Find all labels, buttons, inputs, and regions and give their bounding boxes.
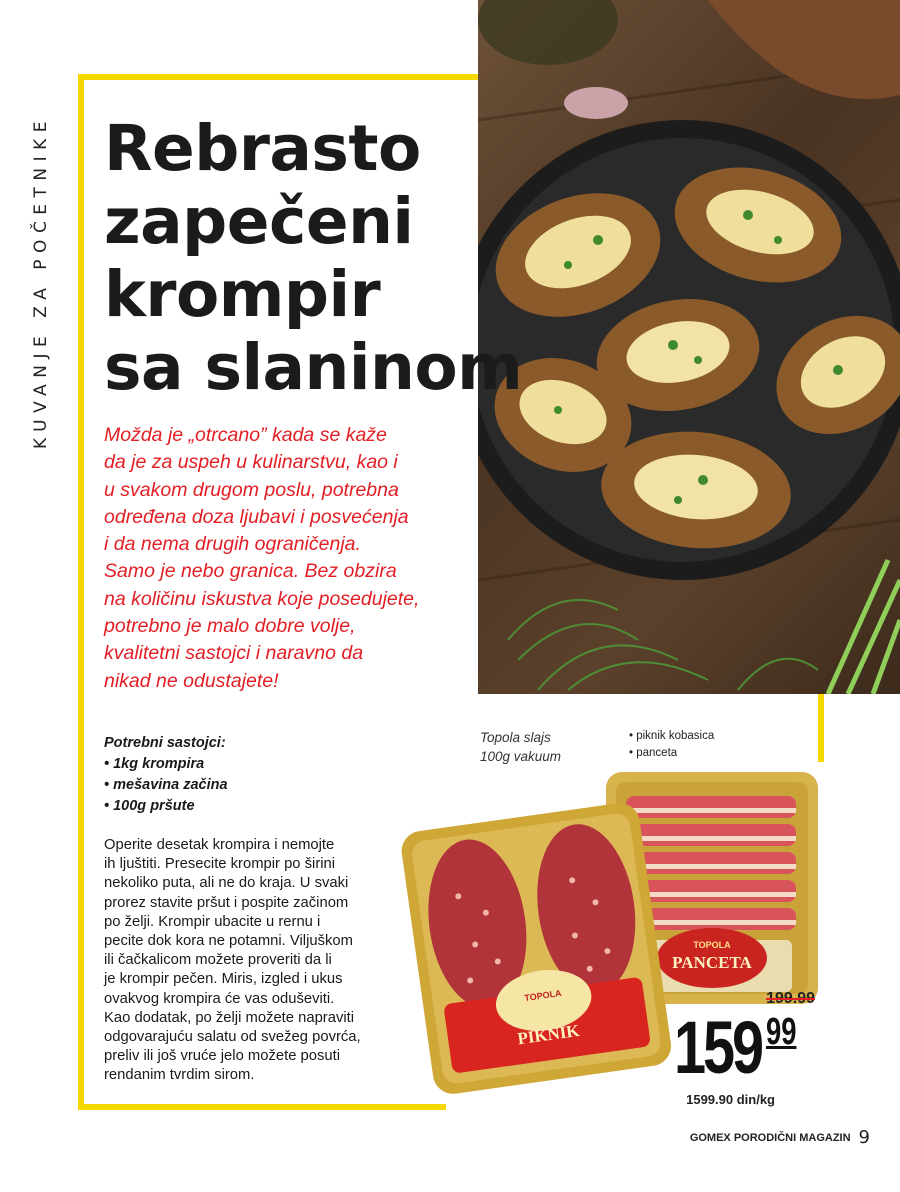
unit-price: 1599.90 din/kg	[686, 1092, 775, 1107]
product1-label-line: Topola slajs	[480, 730, 551, 745]
product1-label	[480, 728, 600, 766]
intro-line: potrebno je malo dobre volje,	[104, 615, 356, 638]
frame-line-right	[818, 690, 824, 762]
intro-line: Samo je nebo granica. Bez obzira	[104, 560, 397, 583]
instructions-line: nekoliko puta, ali ne do kraja. U svaki	[104, 875, 349, 892]
product2-list-item: • piknik kobasica	[629, 728, 769, 745]
title-line: sa slaninom	[104, 331, 523, 404]
instructions-line: odgovarajuću salatu od svežeg povrća,	[104, 1029, 361, 1046]
old-price: 199.99	[766, 990, 815, 1007]
frame-line-left	[78, 74, 84, 1110]
ingredients-list	[104, 754, 384, 817]
instructions-line: preliv ili još vruće jelo možete posuti	[104, 1048, 341, 1065]
instructions-paragraph	[104, 836, 404, 1086]
title-line: Rebrasto	[104, 112, 421, 185]
intro-line: određena doza ljubavi i posvećenja	[104, 505, 409, 528]
piknik-package	[396, 796, 676, 1096]
title-line: zapečeni	[104, 185, 414, 258]
intro-line: da je za uspeh u kulinarstvu, kao i	[104, 451, 398, 474]
product2-list	[629, 728, 769, 762]
piknik-name: PIKNIK	[516, 1020, 581, 1049]
section-label-container	[27, 76, 55, 488]
page-number: 9	[858, 1127, 870, 1148]
ingredient-item: • mešavina začina	[104, 775, 384, 796]
magazine-name: GOMEX PORODIČNI MAGAZIN	[689, 1131, 851, 1144]
frame-line-bottom	[78, 1104, 446, 1110]
panceta-brand: TOPOLA	[693, 940, 731, 950]
instructions-line: pecite dok kora ne potamni. Viljuškom	[104, 933, 353, 950]
instructions-line: ih ljuštiti. Presecite krompir po širini	[104, 856, 336, 873]
frame-line-top	[78, 74, 480, 80]
instructions-line: rendanim tvrdim sirom.	[104, 1067, 255, 1084]
intro-line: Možda je „otrcano” kada se kaže	[104, 424, 387, 446]
intro-line: i da nema drugih ograničenja.	[104, 533, 361, 556]
ingredient-item: • 100g pršute	[104, 796, 384, 817]
intro-paragraph	[104, 422, 484, 695]
instructions-line: ili čačkalicom možete proveriti da li	[104, 952, 332, 969]
instructions-line: prorez stavite pršut i pospite začinom	[104, 894, 349, 911]
intro-line: na količinu iskustva koje posedujete,	[104, 587, 420, 610]
instructions-line: ovakvog krompira će vas oduševiti.	[104, 990, 335, 1007]
page-footer	[600, 1127, 870, 1148]
piknik-brand: TOPOLA	[523, 987, 563, 1004]
intro-line: kvalitetni sastojci i naravno da	[104, 642, 364, 665]
instructions-line: Operite desetak krompira i nemojte	[104, 837, 335, 853]
product2-list-item: • panceta	[629, 745, 769, 762]
product1-label-line: 100g vakuum	[480, 749, 562, 764]
price-main: 159	[674, 1006, 761, 1089]
title-line: krompir	[104, 258, 381, 331]
instructions-line: Kao dodatak, po želji možete napraviti	[104, 1009, 355, 1026]
ingredient-item: • 1kg krompira	[104, 754, 384, 775]
price-tag	[674, 1008, 806, 1088]
price-decimals: 99	[766, 1011, 797, 1053]
intro-line: nikad ne odustajete!	[104, 669, 279, 692]
intro-line: u svakom drugom poslu, potrebna	[104, 478, 399, 501]
section-label: KUVANJE ZA POČETNIKE	[31, 114, 52, 450]
piknik-package-illustration	[396, 796, 676, 1096]
ingredients-block	[104, 733, 384, 817]
article-title	[104, 112, 544, 404]
instructions-line: je krompir pečen. Miris, izgled i ukus	[104, 971, 343, 988]
panceta-name: PANCETA	[672, 953, 752, 972]
ingredients-heading: Potrebni sastojci:	[104, 735, 226, 751]
instructions-line: po želji. Krompir ubacite u rernu i	[104, 913, 321, 930]
